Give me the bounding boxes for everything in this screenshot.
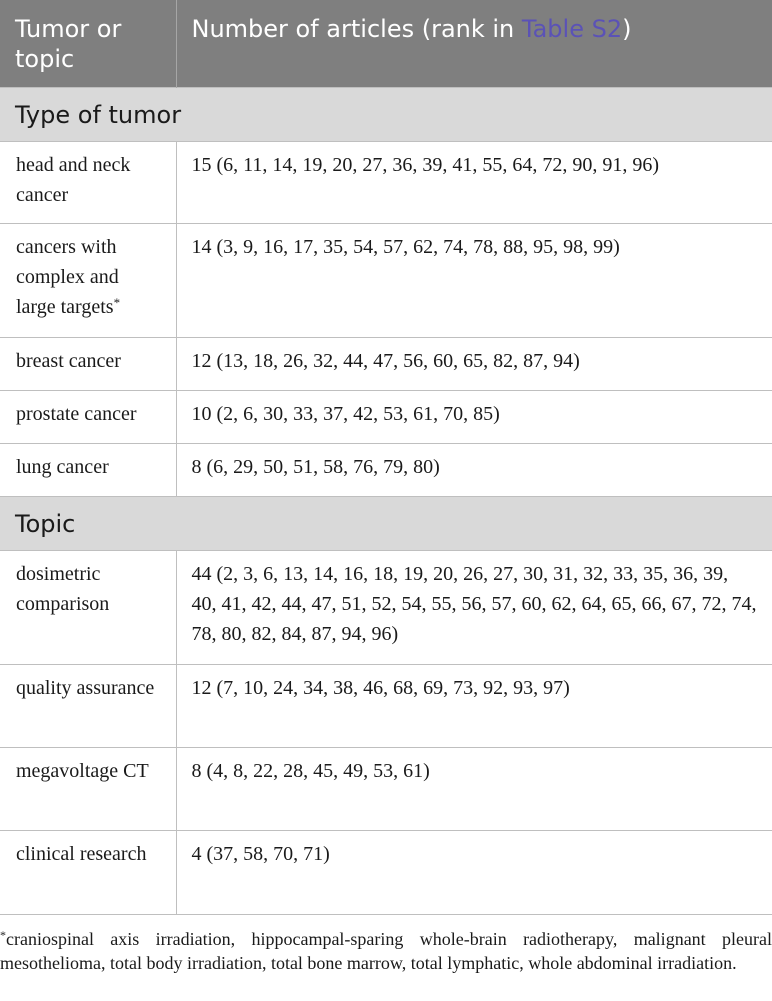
footnote-mark: * bbox=[0, 928, 6, 942]
row-label bbox=[0, 224, 176, 338]
section-title-type-of-tumor: Type of tumor bbox=[0, 88, 772, 142]
row-value: 10 (2, 6, 30, 33, 37, 42, 53, 61, 70, 85) bbox=[176, 391, 772, 444]
header-col2-prefix: Number of articles (rank in bbox=[191, 15, 522, 43]
row-value: 44 (2, 3, 6, 13, 14, 16, 18, 19, 20, 26, 27, 30, 31, 32, 33, 35, 36, 39, 40, 41, 42, 44, 47, 51, 52, 54, 55, 56, 57, 60, 62, 64, 65, 66, 67, 72, 74, 78, 80, 82, 84, 87, 94, 96) bbox=[176, 551, 772, 665]
row-label: clinical research bbox=[0, 831, 176, 915]
row-label: head and neck cancer bbox=[0, 142, 176, 224]
header-tumor-or-topic: Tumor or topic bbox=[0, 0, 176, 88]
table-row bbox=[0, 665, 772, 748]
table-row bbox=[0, 338, 772, 391]
section-title-topic: Topic bbox=[0, 497, 772, 551]
row-value: 12 (13, 18, 26, 32, 44, 47, 56, 60, 65, 82, 87, 94) bbox=[176, 338, 772, 391]
table-row bbox=[0, 831, 772, 915]
row-value: 8 (6, 29, 50, 51, 58, 76, 79, 80) bbox=[176, 444, 772, 497]
row-label: megavoltage CT bbox=[0, 748, 176, 831]
footnote-marker: * bbox=[113, 295, 121, 310]
row-label-text: cancers with complex and large targets bbox=[16, 236, 119, 318]
table-row bbox=[0, 444, 772, 497]
header-col2-suffix: ) bbox=[622, 15, 632, 43]
footnote-text: craniospinal axis irradiation, hippocampal-sparing whole-brain radiotherapy, malignant pleural mesothelioma, total body irradiation, total bone marrow, total lymphatic, whole abdominal irradiation. bbox=[0, 929, 772, 973]
table-row bbox=[0, 748, 772, 831]
row-label: dosimetric comparison bbox=[0, 551, 176, 665]
section-row bbox=[0, 88, 772, 142]
table-row bbox=[0, 142, 772, 224]
row-value: 4 (37, 58, 70, 71) bbox=[176, 831, 772, 915]
row-label: lung cancer bbox=[0, 444, 176, 497]
row-label: quality assurance bbox=[0, 665, 176, 748]
row-label: prostate cancer bbox=[0, 391, 176, 444]
table-footnote bbox=[0, 927, 772, 975]
row-value: 12 (7, 10, 24, 34, 38, 46, 68, 69, 73, 92, 93, 97) bbox=[176, 665, 772, 748]
table-row bbox=[0, 551, 772, 665]
table-s2-link[interactable]: Table S2 bbox=[521, 15, 623, 43]
row-value: 8 (4, 8, 22, 28, 45, 49, 53, 61) bbox=[176, 748, 772, 831]
section-row bbox=[0, 497, 772, 551]
header-number-of-articles bbox=[176, 0, 772, 88]
table-row bbox=[0, 224, 772, 338]
row-label: breast cancer bbox=[0, 338, 176, 391]
row-value: 14 (3, 9, 16, 17, 35, 54, 57, 62, 74, 78, 88, 95, 98, 99) bbox=[176, 224, 772, 338]
table-row bbox=[0, 391, 772, 444]
table-header-row bbox=[0, 0, 772, 88]
row-value: 15 (6, 11, 14, 19, 20, 27, 36, 39, 41, 55, 64, 72, 90, 91, 96) bbox=[176, 142, 772, 224]
